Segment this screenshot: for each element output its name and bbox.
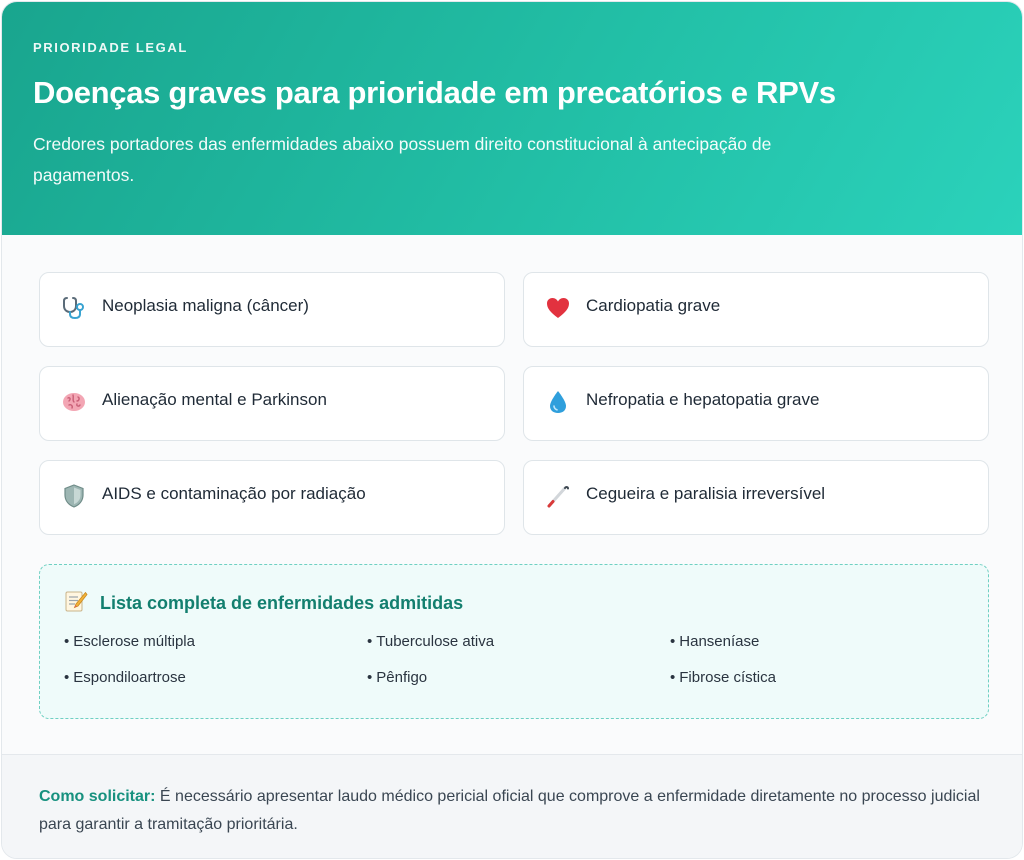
droplet-icon <box>544 388 572 416</box>
full-list-header <box>64 589 964 618</box>
eyebrow-label: PRIORIDADE LEGAL <box>33 40 188 55</box>
list-item: • Hanseníase <box>670 632 970 652</box>
list-item: • Tuberculose ativa <box>367 632 670 652</box>
page-title: Doenças graves para prioridade em precatórios e RPVs <box>33 75 836 110</box>
footer-note <box>2 754 1022 859</box>
condition-card-nefropatia[interactable] <box>523 366 989 441</box>
conditions-grid <box>39 272 989 535</box>
page-subtitle: Credores portadores das enfermidades abaixo possuem direito constitucional à antecipação de pagamentos. <box>33 134 772 185</box>
condition-card-cardiopatia[interactable] <box>523 272 989 347</box>
condition-label: Cardiopatia grave <box>586 296 721 315</box>
condition-label: Neoplasia maligna (câncer) <box>102 296 309 315</box>
heart-icon <box>544 294 572 322</box>
condition-label: Cegueira e paralisia irreversível <box>586 484 826 503</box>
condition-card-cegueira[interactable] <box>523 460 989 535</box>
full-list-panel <box>39 564 989 719</box>
white-cane-icon <box>544 482 572 510</box>
memo-icon <box>64 589 88 618</box>
condition-card-alienacao[interactable] <box>39 366 505 441</box>
info-card <box>1 1 1023 859</box>
list-item: • Fibrose cística <box>670 668 970 688</box>
shield-icon <box>60 482 88 510</box>
condition-label: Nefropatia e hepatopatia grave <box>586 390 820 409</box>
list-item: • Pênfigo <box>367 668 670 688</box>
full-list-items <box>64 632 964 688</box>
footer-text: É necessário apresentar laudo médico pericial oficial que comprove a enfermidade diretamente no processo judicial para garantir a tramitação prioritária. <box>39 788 980 833</box>
condition-card-aids[interactable] <box>39 460 505 535</box>
condition-label: AIDS e contaminação por radiação <box>102 484 366 503</box>
condition-label: Alienação mental e Parkinson <box>102 390 327 409</box>
brain-icon <box>60 388 88 416</box>
stethoscope-icon <box>60 294 88 322</box>
list-item: • Espondiloartrose <box>64 668 367 688</box>
condition-card-neoplasia[interactable] <box>39 272 505 347</box>
list-item: • Esclerose múltipla <box>64 632 367 652</box>
footer-label: Como solicitar: <box>39 788 156 805</box>
full-list-title: Lista completa de enfermidades admitidas <box>100 593 464 613</box>
header-banner <box>2 2 1022 235</box>
